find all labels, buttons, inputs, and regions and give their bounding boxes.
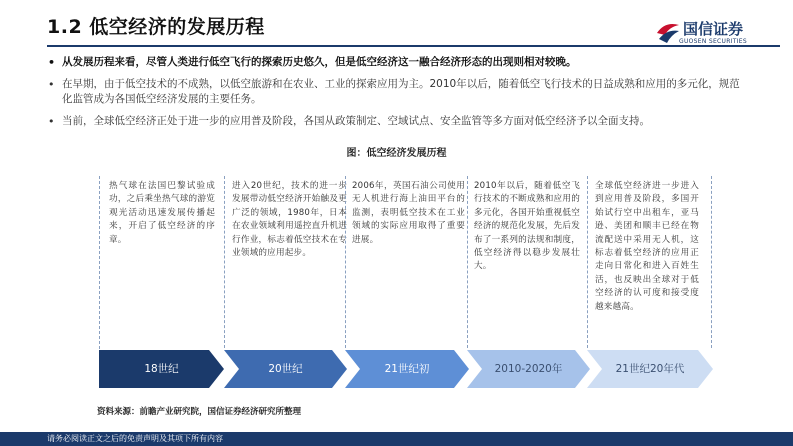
timeline-arrow-3 (467, 350, 590, 388)
timeline-label: 18世纪 (144, 363, 179, 375)
disclaimer-text: 请务必阅读正文之后的免责声明及其项下所有内容 (47, 434, 223, 443)
bullet-list (48, 55, 748, 136)
timeline-arrow-0 (99, 350, 224, 388)
timeline-divider (99, 176, 100, 374)
timeline-label: 2010-2020年 (494, 363, 563, 375)
timeline-text-20th-century: 进入20世纪，技术的进一步发展带动低空经济开始触及更广泛的领域，1980年，日本在农业领域利用遥控直升机进行作业，标志着低空技术在专业领域的应用起步。 (232, 181, 347, 259)
timeline-divider (224, 176, 225, 348)
timeline-arrow-2 (345, 350, 469, 388)
timeline-label: 21世纪20年代 (615, 363, 685, 375)
guosen-logo-mark-icon (655, 19, 681, 45)
timeline-text-2020s: 全球低空经济进一步进入到应用普及阶段，多国开始试行空中出租车，亚马逊、美团和顺丰已经在物流配送中采用无人机，这标志着低空经济的应用正走向日常化和进入百姓生活，也反映出全球对于低空经济的认可度和接受度越来越高。 (595, 181, 699, 312)
figure-title: 图：低空经济发展历程 (346, 148, 447, 159)
page-title: 1.2 低空经济的发展历程 (47, 16, 265, 38)
timeline-divider (587, 176, 588, 348)
timeline-label: 20世纪 (268, 363, 303, 375)
logo-subtitle: GUOSEN SECURITIES (679, 38, 748, 45)
bullet-item: • 从发展历程来看，尽管人类进行低空飞行的探索历史悠久，但是低空经济这一融合经济形态的出现则相对较晚。 (48, 55, 748, 70)
source-note: 资料来源：前瞻产业研究院，国信证券经济研究所整理 (97, 407, 302, 417)
timeline-divider (467, 176, 468, 348)
timeline-text-early-21st-century: 2006年，英国石油公司使用无人机进行海上油田平台的监测，表明低空技术在工业领域的实际应用取得了重要进展。 (352, 181, 465, 245)
timeline-text-2010-2020: 2010年以后，随着低空飞行技术的不断成熟和应用的多元化，各国开始重视低空经济的规范化发展，先后发布了一系列的法规和制度，低空经济得以稳步发展壮大。 (474, 181, 580, 272)
timeline-divider (345, 176, 346, 348)
timeline-arrow-4 (587, 350, 713, 388)
timeline-arrow-1 (224, 350, 347, 388)
timeline-label: 21世纪初 (384, 363, 430, 375)
bullet-item: • 在早期，由于低空技术的不成熟，以低空旅游和在农业、工业的探索应用为主。2010年以后，随着低空飞行技术的日益成熟和应用的多元化，规范化监管成为各国低空经济发展的主要任务。 (48, 77, 748, 107)
guosen-logo (655, 18, 785, 48)
footer-bar (0, 432, 793, 446)
bullet-item: • 当前，全球低空经济正处于进一步的应用普及阶段，各国从政策制定、空域试点、安全监管等多方面对低空经济予以全面支持。 (48, 114, 748, 129)
timeline-divider (711, 176, 712, 348)
timeline-text-18th-century: 热气球在法国巴黎试验成功，之后乘坐热气球的游览观光活动迅速发展传播起来，开启了低空经济的序章。 (109, 181, 215, 245)
logo-name: 国信证券 (683, 20, 744, 38)
